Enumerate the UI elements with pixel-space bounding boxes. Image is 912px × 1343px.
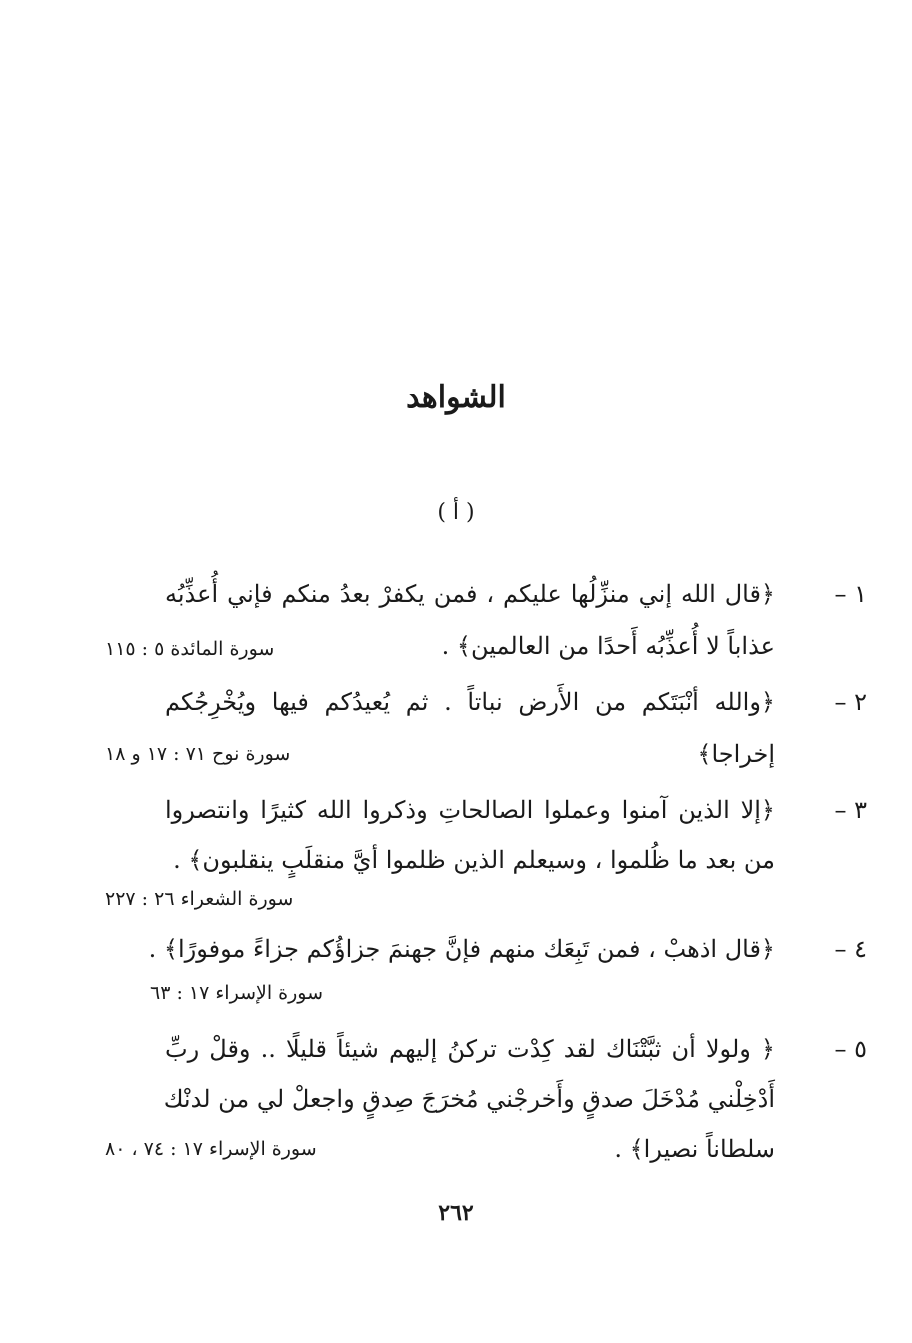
- entry-3: [95, 796, 867, 916]
- entry-number: ٤ –: [834, 935, 867, 963]
- entry-line: إخراجا﴾: [697, 740, 775, 768]
- entry-line: ﴿قال اذهبْ ، فمن تَبِعَك منهم فإنَّ جهنمَ جزاؤُكم جزاءً موفورًا﴾ .: [148, 935, 775, 963]
- entry-line: سلطاناً نصيرا﴾ .: [614, 1135, 775, 1163]
- entry-source: سورة المائدة ٥ : ١١٥: [105, 638, 275, 660]
- entry-1: [95, 580, 867, 700]
- entry-line: من بعد ما ظُلموا ، وسيعلم الذين ظلموا أيَّ منقلَبٍ ينقلبون﴾ .: [173, 846, 775, 874]
- page-number: ٢٦٢: [438, 1200, 474, 1226]
- entry-number: ٢ –: [834, 688, 867, 716]
- entry-line: ﴿ ولولا أن ثبَّتْنَاك لقد كِدْت تركنُ إليهم شيئاً قليلًا .. وقلْ ربِّ: [165, 1035, 775, 1063]
- entry-source: سورة الإسراء ١٧ : ٧٤ ، ٨٠: [105, 1138, 317, 1160]
- entry-4: [95, 935, 867, 1015]
- entry-line: أَدْخِلْني مُدْخَلَ صدقٍ وأَخرجْني مُخرَجَ صِدقٍ واجعلْ لي من لدنْك: [163, 1085, 775, 1113]
- entry-line: ﴿إلا الذين آمنوا وعملوا الصالحاتِ وذكروا الله كثيرًا وانتصروا: [165, 796, 775, 824]
- entry-number: ٣ –: [834, 796, 867, 824]
- entry-line: عذاباً لا أُعذِّبُه أَحدًا من العالمين﴾ .: [441, 632, 775, 660]
- page-title: الشواهد: [406, 380, 506, 415]
- entry-source: سورة نوح ٧١ : ١٧ و ١٨: [105, 743, 291, 765]
- entry-source: سورة الشعراء ٢٦ : ٢٢٧: [105, 888, 294, 910]
- entry-source: سورة الإسراء ١٧ : ٦٣: [150, 982, 324, 1004]
- entry-2: [95, 688, 867, 788]
- entry-line: ﴿والله أنْبَتَكم من الأَرض نباتاً . ثم يُعيدُكم فيها ويُخْرِجُكم: [165, 688, 775, 716]
- entry-number: ٥ –: [834, 1035, 867, 1063]
- entry-5: [95, 1035, 867, 1175]
- section-label: ( أ ): [437, 500, 475, 525]
- entry-number: ١ –: [834, 580, 867, 608]
- entry-line: ﴿قال الله إني منزِّلُها عليكم ، فمن يكفرْ بعدُ منكم فإني أُعذِّبُه: [165, 580, 775, 608]
